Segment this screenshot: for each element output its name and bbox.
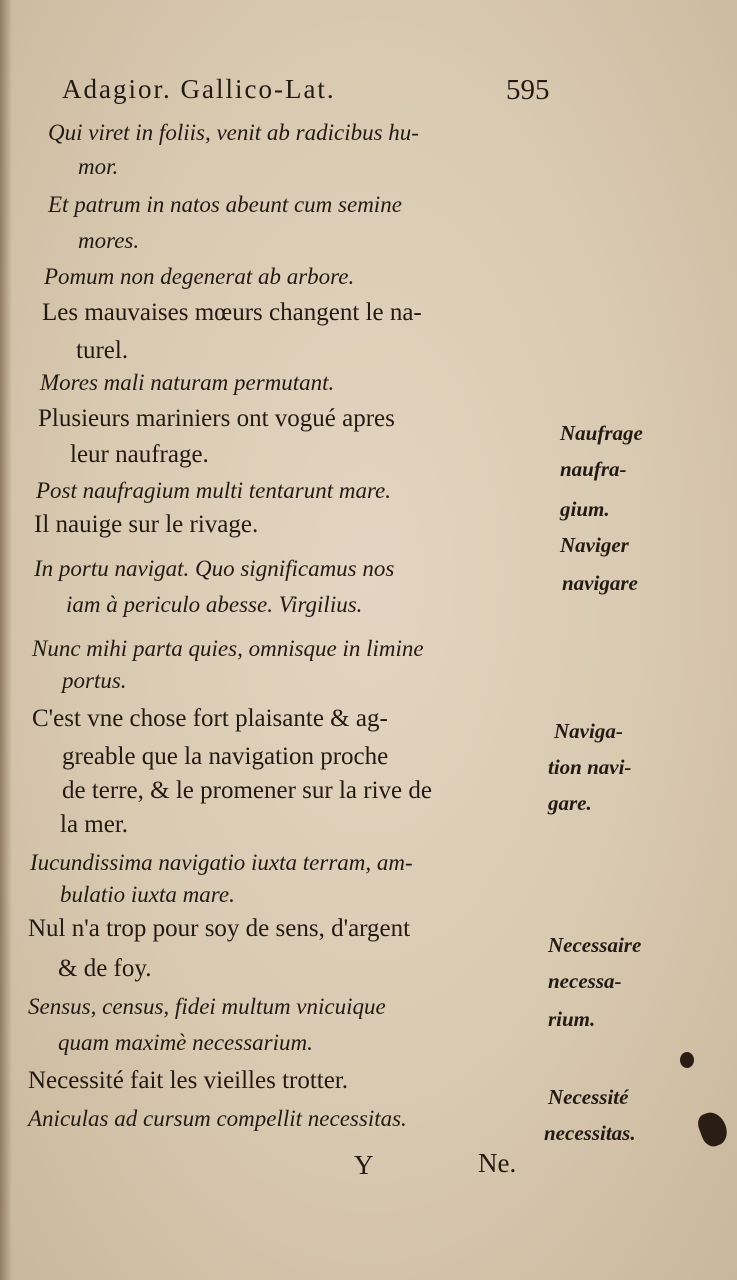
text-line: de terre, & le promener sur la rive de xyxy=(62,777,432,804)
text-line: mores. xyxy=(78,228,140,253)
text-line: mor. xyxy=(78,154,119,179)
catchword: Ne. xyxy=(478,1148,517,1178)
text-line: Sensus, census, fidei multum vnicuique xyxy=(28,994,386,1019)
running-title: Adagior. Gallico-Lat. xyxy=(62,74,336,104)
text-line: greable que la navigation proche xyxy=(62,743,389,770)
margin-note: necessitas. xyxy=(544,1121,636,1145)
text-line: iam à periculo abesse. Virgilius. xyxy=(66,592,363,617)
text-line: Aniculas ad cursum compellit necessitas. xyxy=(28,1106,407,1131)
text-line: portus. xyxy=(62,668,127,693)
margin-note: Naufrage xyxy=(560,421,643,445)
text-line: Qui viret in foliis, venit ab radicibus hu- xyxy=(48,120,419,145)
text-line: leur naufrage. xyxy=(70,441,209,468)
margin-note: necessa- xyxy=(548,969,622,993)
margin-note: Naviga- xyxy=(554,719,623,743)
text-line: Les mauvaises mœurs changent le na- xyxy=(42,299,422,326)
text-line: bulatio iuxta mare. xyxy=(60,882,235,907)
text-line: turel. xyxy=(76,337,129,364)
margin-note: rium. xyxy=(548,1007,596,1031)
margin-note: tion navi- xyxy=(548,755,632,779)
signature-mark: Y xyxy=(354,1150,374,1180)
text-line: Nul n'a trop pour soy de sens, d'argent xyxy=(28,915,411,942)
page-number: 595 xyxy=(506,74,550,106)
margin-note: gium. xyxy=(560,497,610,521)
text-line: la mer. xyxy=(60,811,129,838)
text-line: C'est vne chose fort plaisante & ag- xyxy=(32,705,388,732)
text-line: quam maximè necessarium. xyxy=(58,1030,313,1055)
margin-note: Naviger xyxy=(560,533,629,557)
margin-note: naufra- xyxy=(560,457,627,481)
ink-stain xyxy=(695,1109,731,1150)
text-line: Necessité fait les vieilles trotter. xyxy=(28,1067,349,1094)
page-edge-shadow xyxy=(0,0,12,1280)
text-line: Pomum non degenerat ab arbore. xyxy=(44,264,355,289)
margin-note: Necessité xyxy=(548,1085,629,1109)
text-line: Et patrum in natos abeunt cum semine xyxy=(48,192,402,217)
margin-note: gare. xyxy=(548,791,592,815)
text-line: In portu navigat. Quo significamus nos xyxy=(34,556,395,581)
text-line: Mores mali naturam permutant. xyxy=(40,370,335,395)
text-line: Plusieurs mariniers ont vogué apres xyxy=(38,405,395,432)
text-line: & de foy. xyxy=(58,955,152,982)
text-line: Il nauige sur le rivage. xyxy=(34,511,259,538)
ink-spot xyxy=(680,1052,694,1068)
text-line: Post naufragium multi tentarunt mare. xyxy=(36,478,392,503)
margin-note: Necessaire xyxy=(548,933,642,957)
text-line: Iucundissima navigatio iuxta terram, am- xyxy=(30,850,413,875)
text-line: Nunc mihi parta quies, omnisque in limine xyxy=(32,636,424,661)
margin-note: navigare xyxy=(562,571,638,595)
